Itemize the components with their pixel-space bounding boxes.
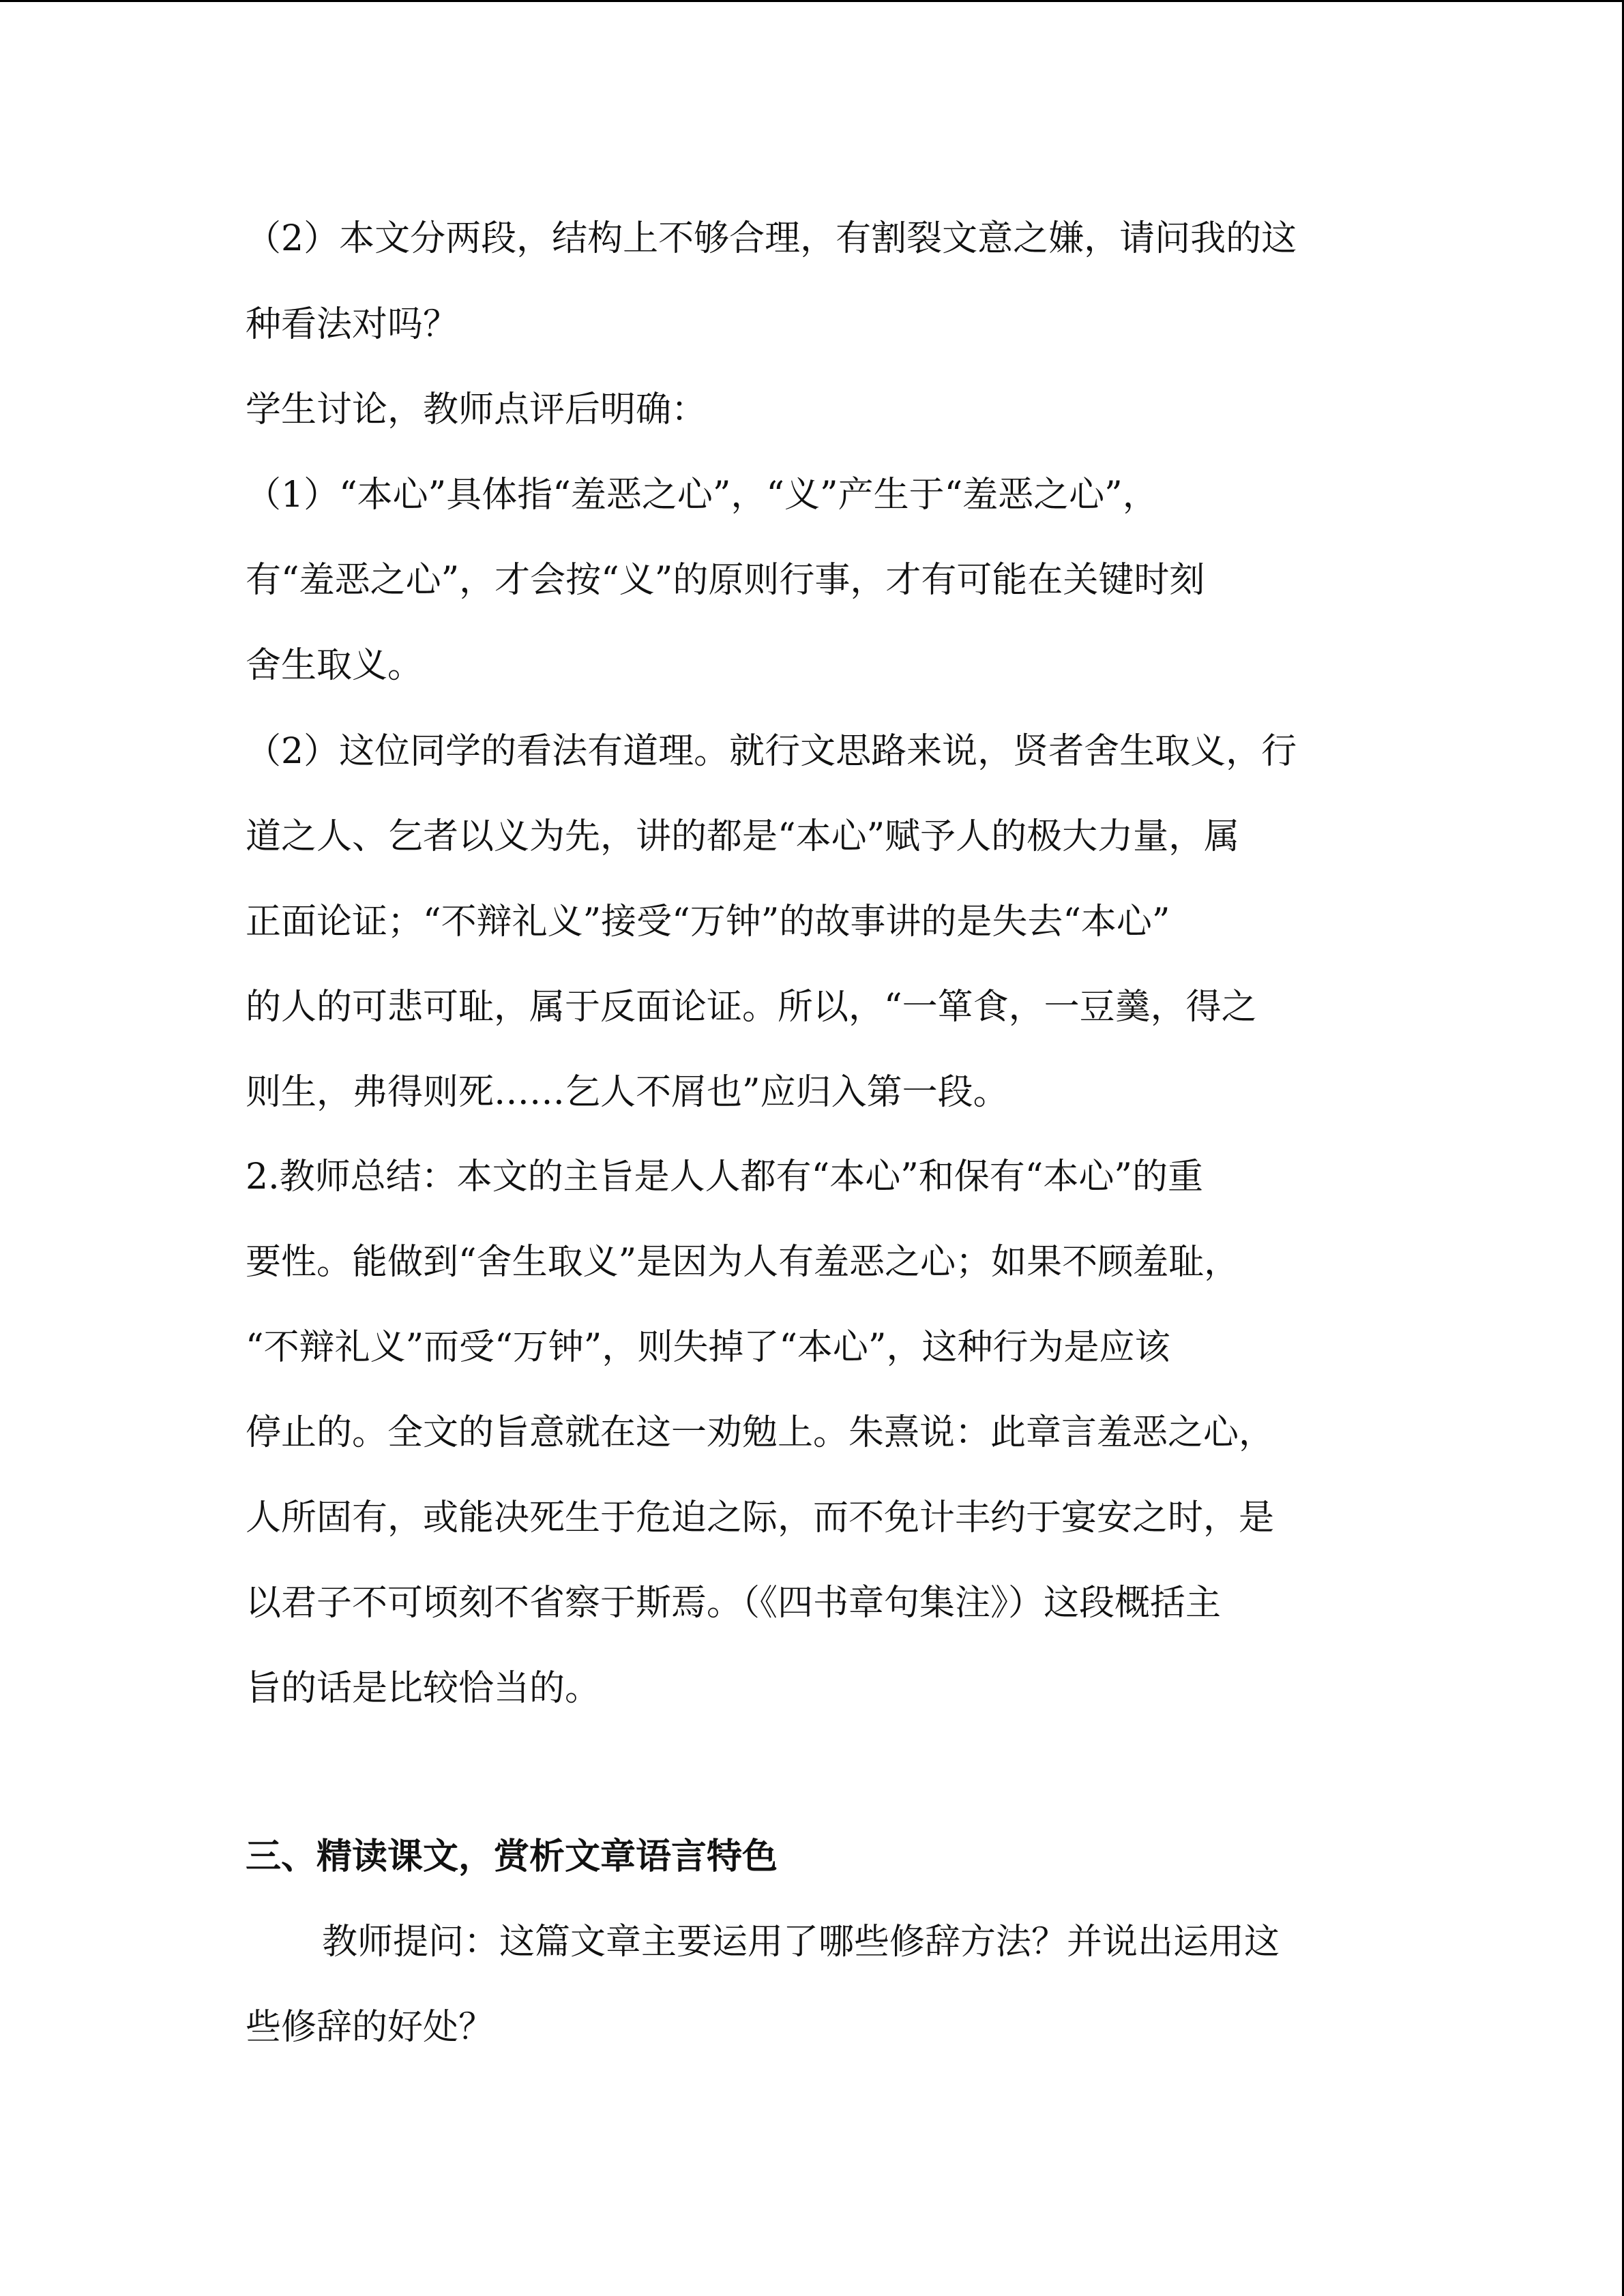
paragraph-line: 旨的话是比较恰当的。 [246, 1668, 601, 1709]
paragraph-line: 人所固有，或能决死生于危迫之际，而不免计丰约于宴安之时，是 [246, 1497, 1275, 1538]
paragraph-line: 2.教师总结：本文的主旨是人人都有“本心”和保有“本心”的重 [246, 1157, 1203, 1197]
paragraph-line: 学生讨论，教师点评后明确： [246, 389, 707, 430]
paragraph-line: “不辩礼义”而受“万钟”，则失掉了“本心”，这种行为是应该 [246, 1327, 1170, 1368]
paragraph-line: 要性。能做到“舍生取义”是因为人有羞恶之心；如果不顾羞耻， [246, 1242, 1240, 1283]
paragraph-line: 舍生取义。 [246, 645, 424, 686]
paragraph-line: （1）“本心”具体指“羞恶之心”，“义”产生于“羞恶之心”， [246, 475, 1158, 516]
paragraph-line: （2）本文分两段，结构上不够合理，有割裂文意之嫌，请问我的这 [246, 218, 1297, 259]
section-heading: 三、精读课文，赏析文章语言特色 [246, 1836, 778, 1877]
paragraph-line: 种看法对吗？ [246, 304, 459, 345]
question-line: 教师提问：这篇文章主要运用了哪些修辞方法？并说出运用这 [322, 1922, 1280, 1963]
paragraph-line: 停止的。全文的旨意就在这一劝勉上。朱熹说：此章言羞恶之心， [246, 1412, 1275, 1453]
paragraph-line: 正面论证；“不辩礼义”接受“万钟”的故事讲的是失去“本心” [246, 901, 1170, 942]
paragraph-line: 的人的可悲可耻，属于反面论证。所以，“一箪食，一豆羹，得之 [246, 987, 1257, 1028]
paragraph-line: 则生，弗得则死……乞人不屑也”应归入第一段。 [246, 1072, 1009, 1113]
paragraph-line: （2）这位同学的看法有道理。就行文思路来说，贤者舍生取义，行 [246, 731, 1297, 772]
paragraph-line: 以君子不可顷刻不省察于斯焉。（《四书章句集注》）这段概括主 [246, 1583, 1222, 1624]
question-line: 些修辞的好处？ [246, 2007, 494, 2048]
page-border-top [0, 0, 1624, 2]
paragraph-line: 有“羞恶之心”，才会按“义”的原则行事，才有可能在关键时刻 [246, 560, 1205, 601]
paragraph-line: 道之人、乞者以义为先，讲的都是“本心”赋予人的极大力量，属 [246, 816, 1240, 857]
